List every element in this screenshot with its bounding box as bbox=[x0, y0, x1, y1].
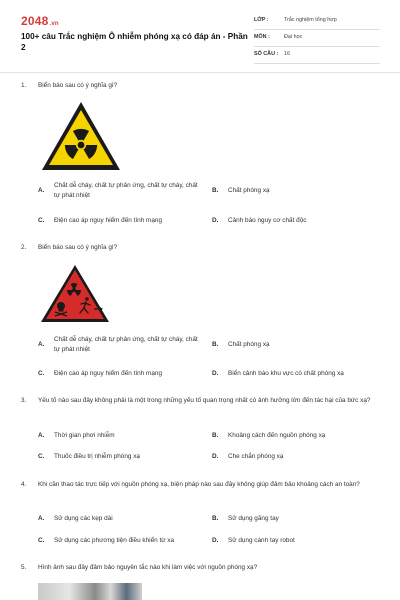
question-5-text bbox=[21, 563, 257, 573]
question-5-photo bbox=[38, 583, 142, 600]
option-text: Điện cao áp nguy hiểm đến tính mạng bbox=[54, 217, 163, 224]
option-letter: B. bbox=[212, 515, 219, 522]
option-letter: C. bbox=[38, 453, 45, 460]
option-text: Sử dụng găng tay bbox=[228, 515, 279, 522]
question-number: 2. bbox=[21, 244, 27, 251]
meta-row-class bbox=[254, 13, 380, 30]
meta-value: 16 bbox=[284, 51, 290, 57]
option-letter: C. bbox=[38, 537, 45, 544]
question-number: 4. bbox=[21, 481, 27, 488]
logo-text: 2048 bbox=[21, 14, 49, 28]
option-text: Chất phóng xạ bbox=[228, 187, 270, 194]
ionizing-radiation-sign-icon bbox=[39, 263, 111, 325]
question-3-number bbox=[21, 396, 38, 406]
option-text: Khoảng cách đến nguồn phóng xạ bbox=[228, 432, 326, 439]
header-divider bbox=[0, 72, 400, 73]
page-title: 100+ câu Trắc nghiệm Ô nhiễm phóng xạ có đáp án - Phần 2 bbox=[21, 32, 248, 52]
option-text: Sử dụng cánh tay robot bbox=[228, 537, 295, 544]
option-letter: A. bbox=[38, 187, 45, 194]
option-text: Che chắn phóng xạ bbox=[228, 453, 284, 460]
question-2-text bbox=[21, 243, 117, 253]
question-4-number bbox=[21, 480, 38, 490]
option-text: Sử dụng các kẹp dài bbox=[54, 515, 113, 522]
question-stem: Biển báo sau có ý nghĩa gì? bbox=[38, 82, 118, 89]
option-letter: A. bbox=[38, 432, 45, 439]
logo-suffix: .vn bbox=[49, 21, 59, 27]
option-letter: D. bbox=[212, 217, 219, 224]
option-letter: B. bbox=[212, 341, 219, 348]
option-letter: D. bbox=[212, 537, 219, 544]
question-1-text bbox=[21, 81, 117, 91]
meta-key: MÔN : bbox=[254, 34, 270, 40]
meta-key: SỐ CÂU : bbox=[254, 51, 279, 57]
question-number: 1. bbox=[21, 82, 27, 89]
option-letter: D. bbox=[212, 453, 219, 460]
option-text: Chất dễ cháy, chất tự phản ứng, chất tự cháy, chất tự phát nhiệt bbox=[54, 182, 198, 199]
meta-table bbox=[254, 13, 380, 64]
site-logo[interactable] bbox=[21, 14, 59, 28]
option-text: Thuốc điều trị nhiễm phóng xạ bbox=[54, 453, 140, 460]
option-text: Chất phóng xạ bbox=[228, 341, 270, 348]
question-4-text: Khi cần thao tác trực tiếp với nguồn phóng xạ, biện pháp nào sau đây không giúp đảm bảo khoảng cách an toàn? bbox=[38, 481, 360, 488]
question-stem: Hình ảnh sau đây đảm bảo nguyên tắc nào khi làm việc với nguồn phóng xạ? bbox=[38, 564, 258, 571]
question-3-text: Yếu tố nào sau đây không phải là một trong những yếu tố quan trọng nhất có ảnh hưởng lớn đến tác hại của bức xạ? bbox=[38, 397, 371, 404]
radiation-warning-sign-icon bbox=[39, 98, 123, 174]
meta-value: Trắc nghiệm tổng hợp bbox=[284, 17, 337, 23]
option-text: Chất dễ cháy, chất tự phản ứng, chất tự cháy, chất tự phát nhiệt bbox=[54, 336, 198, 353]
option-text: Sử dụng các phương tiện điều khiển từ xa bbox=[54, 537, 175, 544]
option-text: Cảnh báo nguy cơ chất độc bbox=[228, 217, 307, 224]
option-text: Biển cảnh báo khu vực có chất phóng xạ bbox=[228, 370, 344, 377]
option-letter: A. bbox=[38, 515, 45, 522]
option-letter: B. bbox=[212, 432, 219, 439]
meta-row-count bbox=[254, 47, 380, 64]
option-text: Điện cao áp nguy hiểm đến tính mạng bbox=[54, 370, 163, 377]
option-letter: B. bbox=[212, 187, 219, 194]
document-header bbox=[0, 0, 400, 72]
meta-value: Đại học bbox=[284, 34, 303, 40]
option-letter: A. bbox=[38, 341, 45, 348]
option-letter: C. bbox=[38, 370, 45, 377]
option-text: Thời gian phơi nhiễm bbox=[54, 432, 115, 439]
meta-key: LỚP : bbox=[254, 17, 269, 23]
question-stem: Biển báo sau có ý nghĩa gì? bbox=[38, 244, 118, 251]
question-number: 3. bbox=[21, 397, 27, 404]
meta-row-subject bbox=[254, 30, 380, 47]
question-number: 5. bbox=[21, 564, 27, 571]
option-letter: C. bbox=[38, 217, 45, 224]
option-letter: D. bbox=[212, 370, 219, 377]
